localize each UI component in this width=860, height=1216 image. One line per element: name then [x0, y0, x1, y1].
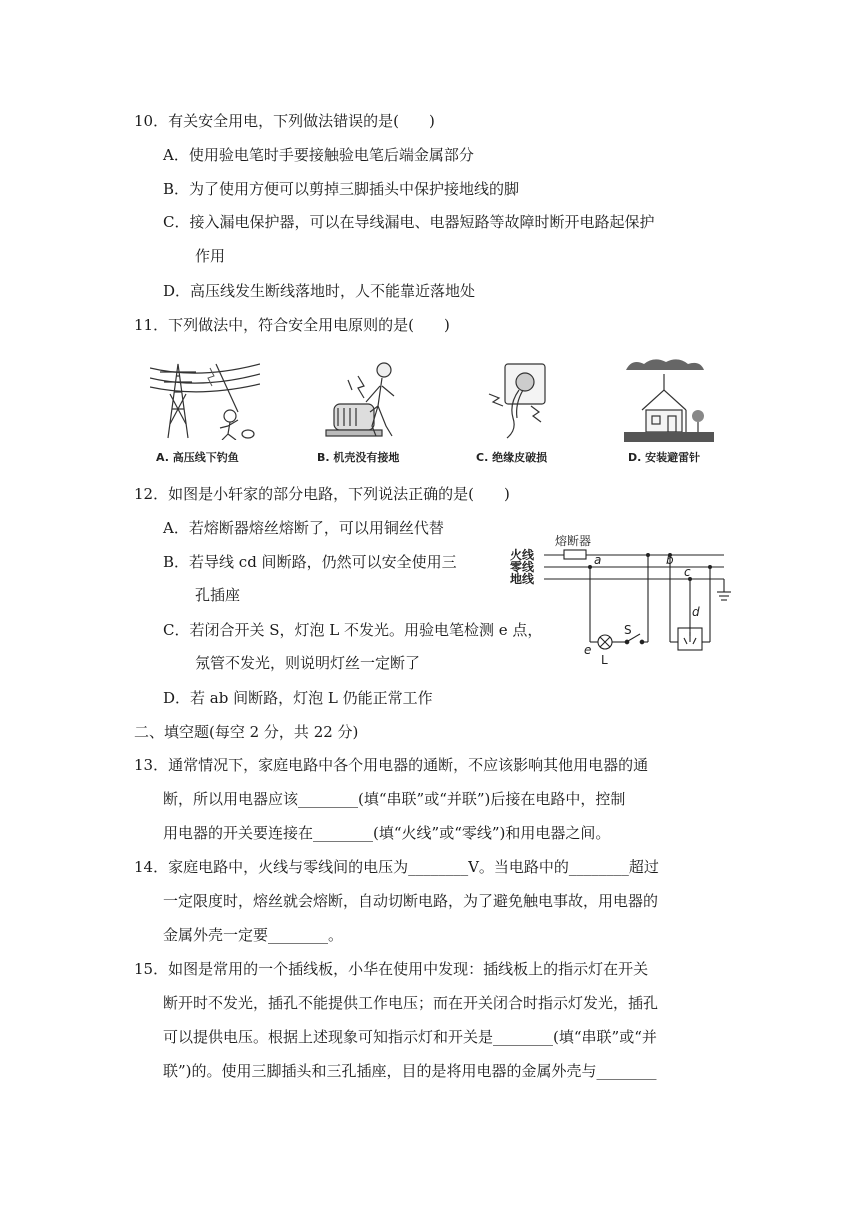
earth-wire-label: 地线 [510, 572, 535, 586]
q12-stem: 12．如图是小轩家的部分电路，下列说法正确的是( ) [134, 485, 510, 503]
q11-stem: 11．下列做法中，符合安全用电原则的是( ) [134, 316, 450, 334]
q12-option-b: B．若导线 cd 间断路，仍然可以安全使用三 [163, 553, 457, 571]
q11-caption-a: A. 高压线下钓鱼 [156, 451, 239, 464]
q10-option-c-cont: 作用 [195, 247, 226, 265]
q10-stem: 10．有关安全用电，下列做法错误的是( ) [134, 112, 435, 130]
q15-line-1: 15．如图是常用的一个插线板，小华在使用中发现：插线板上的指示灯在开关 [134, 960, 649, 978]
q15-line-2: 断开时不发光，插孔不能提供工作电压；而在开关闭合时指示灯发光，插孔 [163, 994, 659, 1012]
fuse-label: 熔断器 [555, 534, 592, 548]
q13-line-1: 13．通常情况下，家庭电路中各个用电器的通断，不应该影响其他用电器的通 [134, 756, 649, 774]
lamp-l-label: L [601, 653, 608, 667]
q14-line-2: 一定限度时，熔丝就会熔断，自动切断电路，为了避免触电事故，用电器的 [163, 892, 659, 910]
q11-caption-b: B. 机壳没有接地 [317, 451, 400, 464]
q12-option-c-cont: 氖管不发光，则说明灯丝一定断了 [195, 654, 421, 672]
damaged-insulation-image [483, 360, 553, 440]
q15-line-4: 联”)的。使用三脚插头和三孔插座，目的是将用电器的金属外壳与________ [163, 1062, 657, 1080]
high-voltage-fishing-image [150, 354, 260, 440]
q10-option-d: D．高压线发生断线落地时，人不能靠近落地处 [163, 282, 476, 300]
q14-line-1: 14．家庭电路中，火线与零线间的电压为________V。当电路中的________超过 [134, 858, 659, 876]
q11-caption-c: C. 绝缘皮破损 [476, 451, 548, 464]
q12-option-d: D．若 ab 间断路，灯泡 L 仍能正常工作 [163, 689, 433, 707]
section-2-heading: 二、填空题(每空 2 分，共 22 分) [134, 723, 359, 741]
lightning-rod-house-image [624, 356, 714, 442]
point-d-label: d [692, 605, 700, 619]
q10-option-c: C．接入漏电保护器，可以在导线漏电、电器短路等故障时断开电路起保护 [163, 213, 655, 231]
q12-option-c: C．若闭合开关 S，灯泡 L 不发光。用验电笔检测 e 点， [163, 621, 543, 639]
fuse-box [564, 550, 586, 559]
q12-option-a: A．若熔断器熔丝熔断了，可以用铜丝代替 [163, 519, 444, 537]
household-circuit-diagram [506, 530, 734, 670]
ungrounded-motor-image [322, 356, 412, 440]
q15-line-3: 可以提供电压。根据上述现象可知指示灯和开关是________(填“串联”或“并 [163, 1028, 657, 1046]
point-b-label: b [666, 553, 674, 567]
q11-caption-d: D. 安装避雷针 [628, 451, 701, 464]
q13-line-3: 用电器的开关要连接在________(填“火线”或“零线”)和用电器之间。 [163, 824, 611, 842]
neutral-wire-label: 零线 [510, 560, 535, 574]
q10-option-b: B．为了使用方便可以剪掉三脚插头中保护接地线的脚 [163, 180, 520, 198]
live-wire-label: 火线 [510, 548, 535, 562]
switch-s-label: S [624, 623, 632, 637]
q14-line-3: 金属外壳一定要________。 [163, 926, 344, 944]
q10-option-a: A．使用验电笔时手要接触验电笔后端金属部分 [163, 146, 474, 164]
q13-line-2: 断，所以用电器应该________(填“串联”或“并联”)后接在电路中，控制 [163, 790, 626, 808]
point-c-label: c [684, 565, 691, 579]
point-e-label: e [584, 643, 592, 657]
q12-option-b-cont: 孔插座 [195, 586, 241, 604]
point-a-label: a [594, 553, 602, 567]
